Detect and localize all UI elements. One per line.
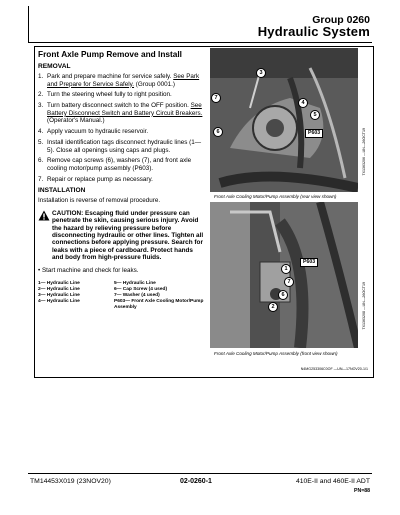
step-link[interactable]: See Park and Prepare for Service Safely. — [47, 73, 200, 88]
legend-item: 1— Hydraulic Line — [38, 281, 80, 287]
front-view-illustration — [210, 202, 358, 348]
callout-1: 1 — [281, 264, 291, 274]
removal-step: 7. Repair or replace pump as necessary. — [38, 175, 153, 183]
document-code: N4MG253306C0OF —UN—17NOV20-1/1 — [300, 367, 368, 371]
header-rule-horizontal — [28, 42, 372, 43]
removal-heading: REMOVAL — [38, 63, 71, 70]
callout-6: 6 — [213, 127, 223, 137]
parts-legend — [38, 281, 206, 311]
legend-item: 5— Hydraulic Line — [114, 281, 156, 287]
installation-text: Installation is reverse of removal procedure. — [38, 197, 161, 205]
p603-tag-rear: P603 — [305, 129, 323, 138]
removal-step: 5. Install identification tags disconnect hydraulic lines (1—5). Close all openings using caps and plugs. — [38, 138, 202, 154]
p603-tag-front: P603 — [300, 258, 318, 267]
front-view-caption: Front Axle Cooling Motor/Pump Assembly (front view shown) — [214, 351, 338, 356]
header-rule-vertical — [28, 6, 29, 42]
group-label: Group 0260 — [312, 14, 370, 26]
footer-manual-id: TM14453X019 (23NOV20) — [30, 478, 111, 485]
footer-page-number: 02-0260-1 — [180, 478, 212, 485]
rear-view-illustration — [210, 48, 358, 192]
system-title: Hydraulic System — [257, 24, 370, 39]
removal-step: 3. Turn battery disconnect switch to the OFF position. See Battery Disconnect Switch and Battery Circuit Breakers. (Operator's Manual.) — [38, 102, 203, 125]
check-leaks-bullet: • Start machine and check for leaks. — [38, 266, 139, 274]
removal-step: 6. Remove cap screws (6), washers (7), and front axle cooling motor/pump assembly (P603). — [38, 157, 192, 172]
legend-item: P603— Front Axle Cooling Motor/Pump Assembly — [114, 299, 204, 311]
callout-2: 2 — [268, 302, 278, 312]
rear-figure-code: TX1363206 —UN—26OCT19 — [362, 128, 366, 176]
callout-5: 5 — [310, 110, 320, 120]
callout-7: 7 — [211, 93, 221, 103]
callout-4: 4 — [298, 98, 308, 108]
rear-view-photo — [210, 48, 358, 192]
removal-step: 1. Park and prepare machine for service safely. See Park and Prepare for Service Safely. (Group 0001.) — [38, 73, 200, 88]
caution-block — [38, 210, 206, 262]
caution-text: CAUTION: Escaping fluid under pressure can penetrate the skin, causing serious injury. Avoid the hazard by relieving pressure before disconnecting hydraulic or other lines. Tighten all connections before applying pressure. Search for leaks with a piece of cardboard. Protect hands and body from high-pressure fluids. — [52, 209, 204, 262]
front-figure-code: TX1363208 —UN—26OCT19 — [362, 282, 366, 330]
legend-item: 4— Hydraulic Line — [38, 299, 80, 305]
removal-step: 2. Turn the steering wheel fully to right position. — [38, 91, 172, 99]
procedure-text-column — [38, 48, 206, 311]
front-view-photo — [210, 202, 358, 348]
installation-heading: INSTALLATION — [38, 187, 86, 195]
legend-item: 3— Hydraulic Line — [38, 293, 80, 299]
callout-6: 6 — [278, 290, 288, 300]
removal-steps — [38, 73, 206, 183]
footer-rule — [28, 473, 372, 474]
legend-item: 2— Hydraulic Line — [38, 287, 80, 293]
rear-view-caption: Front Axle Cooling Motor/Pump Assembly (rear view shown) — [214, 194, 337, 199]
footer-model: 410E-II and 460E-II ADT — [295, 478, 370, 485]
warning-triangle-icon — [38, 210, 50, 223]
removal-step: 4. Apply vacuum to hydraulic reservoir. — [38, 128, 149, 136]
legend-item: 7— Washer (4 used) — [114, 293, 160, 299]
callout-3: 3 — [256, 68, 266, 78]
footer-pn: PN=88 — [353, 488, 370, 494]
legend-item: 6— Cap Screw (4 used) — [114, 287, 168, 293]
callout-7: 7 — [284, 277, 294, 287]
section-title: Front Axle Pump Remove and Install — [38, 49, 182, 59]
step-link[interactable]: See Battery Disconnect Switch and Battery Circuit Breakers. — [47, 102, 203, 117]
